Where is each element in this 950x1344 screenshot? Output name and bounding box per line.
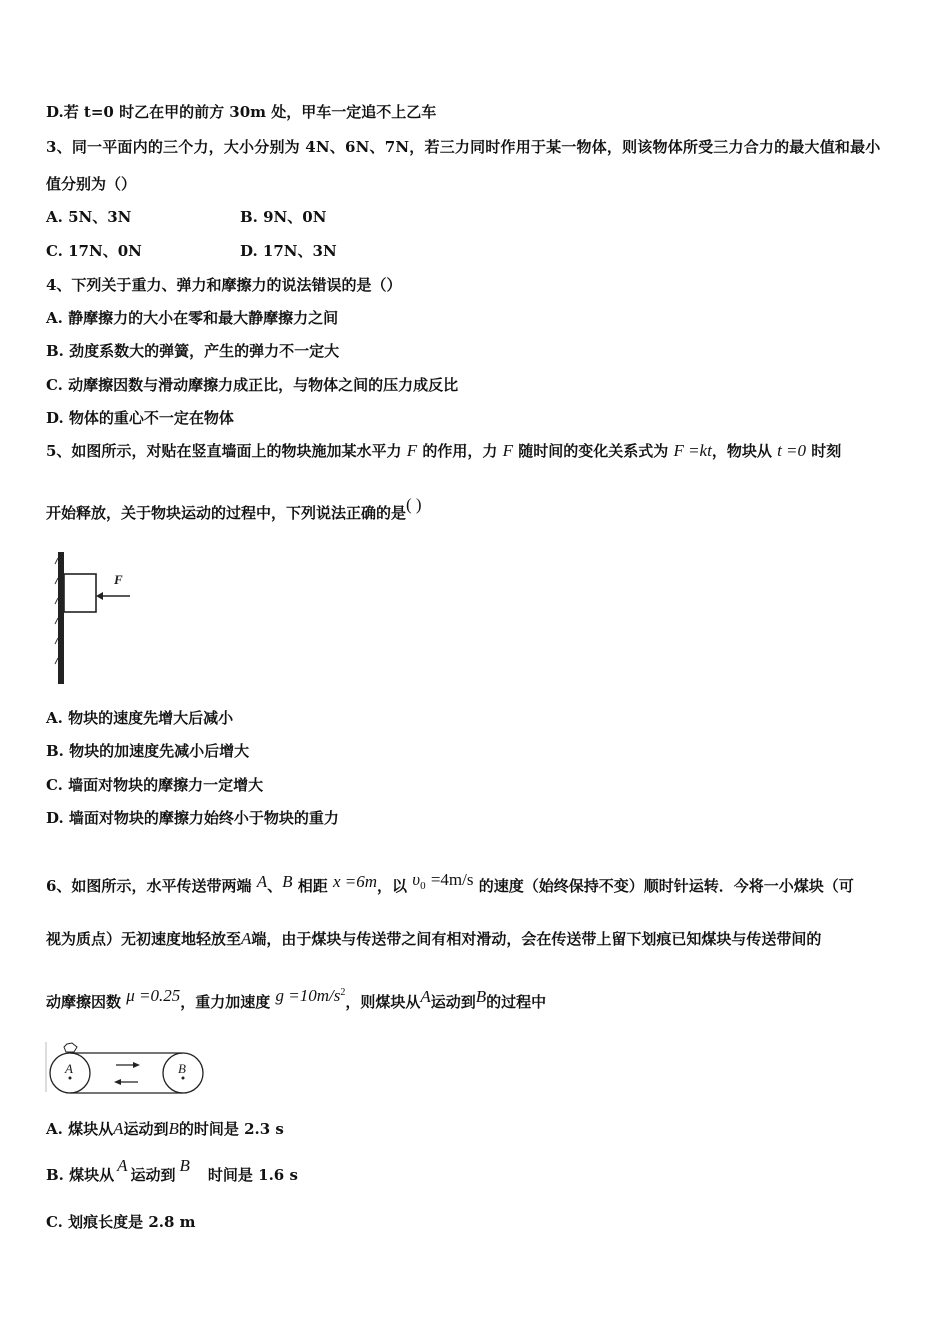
q3-option-b: B. 9N、0N <box>240 208 327 226</box>
q6-point-a-3: A <box>420 987 431 1006</box>
label-a: A <box>65 1061 73 1076</box>
q4-option-a: A. 静摩擦力的大小在零和最大静摩擦力之间 <box>46 309 339 327</box>
block <box>64 574 96 612</box>
q3-stem-line2: 值分别为（） <box>46 175 137 193</box>
q5-option-d: D. 墙面对物块的摩擦力始终小于物块的重力 <box>46 809 339 827</box>
q6-text-d: 的速度（始终保持不变）顺时针运转．今将一小煤块（可 <box>478 877 854 895</box>
q4-option-c: C. 动摩擦因数与滑动摩擦力成正比，与物体之间的压力成反比 <box>46 376 459 394</box>
arrow-right-head <box>133 1062 140 1068</box>
q6b-text-3: 时间是 1.6 s <box>207 1166 298 1184</box>
q5-force-symbol: F <box>406 441 418 460</box>
q6-distance: x =6m <box>332 872 378 891</box>
q5-wall-block-figure <box>46 548 142 686</box>
q2-option-d: D.若 t=0 时乙在甲的前方 30m 处，甲车一定追不上乙车 <box>46 103 437 121</box>
q4-option-d: D. 物体的重心不一定在物体 <box>46 409 234 427</box>
q6-option-b <box>46 1156 298 1185</box>
q6-text-j: 运动到 <box>430 993 476 1011</box>
q6-conveyor-figure <box>44 1040 208 1098</box>
q6-stem-line2 <box>46 929 821 949</box>
q6-point-a-2: A <box>241 929 252 948</box>
q6a-text-2: 运动到 <box>123 1120 169 1138</box>
q5-text-b: 的作用，力 <box>422 442 498 460</box>
q5-answer-paren: ( ) <box>406 495 422 514</box>
q6b-point-a: A <box>117 1156 128 1175</box>
q6-text-b: 相距 <box>297 877 328 895</box>
q6-velocity-symbol: υ <box>412 870 421 889</box>
q6a-point-a: A <box>113 1119 124 1138</box>
force-arrowhead <box>96 592 103 600</box>
q5-text-e: 时刻 <box>811 442 842 460</box>
wall-hatching <box>55 552 64 684</box>
q3-option-d: D. 17N、3N <box>240 242 337 260</box>
q6-text-i: ，则煤块从 <box>345 993 421 1011</box>
q6-gravity: g =10m/s <box>275 986 341 1005</box>
q6-sep: 、 <box>267 877 283 895</box>
q5-text-f: 开始释放，关于物块运动的过程中，下列说法正确的是 <box>46 504 407 522</box>
q6-velocity-subscript: 0 <box>420 880 426 892</box>
q3-stem-line1: 3、同一平面内的三个力，大小分别为 4N、6N、7N，若三力同时作用于某一物体，则该物体所受三力合力的最大值和最小 <box>46 138 881 156</box>
pulley-b-center <box>182 1077 185 1080</box>
q6a-point-b: B <box>168 1119 179 1138</box>
q5-option-a: A. 物块的速度先增大后减小 <box>46 709 234 727</box>
q4-option-b: B. 劲度系数大的弹簧，产生的弹力不一定大 <box>46 342 340 360</box>
label-b: B <box>178 1061 186 1076</box>
q4-stem: 4、下列关于重力、弹力和摩擦力的说法错误的是（） <box>46 276 402 294</box>
q5-text-a: 5、如图所示，对贴在竖直墙面上的物块施加某水平力 <box>46 442 402 460</box>
force-label: F <box>114 572 123 587</box>
q6-point-b: B <box>282 872 293 891</box>
q6-stem-line1 <box>46 870 854 902</box>
q6a-text-3: 的时间是 2.3 s <box>178 1120 284 1138</box>
q6a-text-1: A. 煤块从 <box>46 1120 114 1138</box>
q6-gravity-exponent: 2 <box>340 987 346 998</box>
q5-text-c: 随时间的变化关系式为 <box>518 442 669 460</box>
q6-text-k: 的过程中 <box>486 993 547 1011</box>
q5-option-c: C. 墙面对物块的摩擦力一定增大 <box>46 776 264 794</box>
q6-stem-line3 <box>46 986 547 1012</box>
arrow-left-head <box>114 1079 121 1085</box>
q5-option-b: B. 物块的加速度先减小后增大 <box>46 742 250 760</box>
q6-option-a <box>46 1119 284 1139</box>
q6-text-e: 视为质点）无初速度地轻放至 <box>46 930 242 948</box>
q6b-text-1: B. 煤块从 <box>46 1166 115 1184</box>
q3-option-c: C. 17N、0N <box>46 242 142 260</box>
q6-text-f: 端，由于煤块与传送带之间有相对滑动，会在传送带上留下划痕已知煤块与传送带间的 <box>251 930 822 948</box>
q6-velocity-value: =4m/s <box>430 870 474 889</box>
q5-stem-line2 <box>46 495 422 523</box>
q5-force-symbol-2: F <box>502 441 513 460</box>
q6-point-a: A <box>256 872 268 891</box>
q6-friction-coefficient: μ =0.25 <box>126 986 181 1005</box>
q5-force-equation: F =kt <box>673 441 712 460</box>
q6b-text-2: 运动到 <box>130 1166 176 1184</box>
q6-text-c: ，以 <box>377 877 408 895</box>
q6-text-a: 6、如图所示，水平传送带两端 <box>46 877 252 895</box>
q6-text-g: 动摩擦因数 <box>46 993 122 1011</box>
q6b-point-b: B <box>179 1156 190 1175</box>
coal-block <box>64 1043 77 1052</box>
q6-point-b-3: B <box>475 987 487 1006</box>
q6-option-c: C. 划痕长度是 2.8 m <box>46 1213 196 1231</box>
pulley-a-center <box>69 1077 72 1080</box>
q5-time-zero: t =0 <box>777 441 807 460</box>
q6-text-h: ，重力加速度 <box>180 993 271 1011</box>
q5-text-d: ，物块从 <box>711 442 772 460</box>
q5-stem-line1 <box>46 441 841 461</box>
q3-option-a: A. 5N、3N <box>46 208 132 226</box>
